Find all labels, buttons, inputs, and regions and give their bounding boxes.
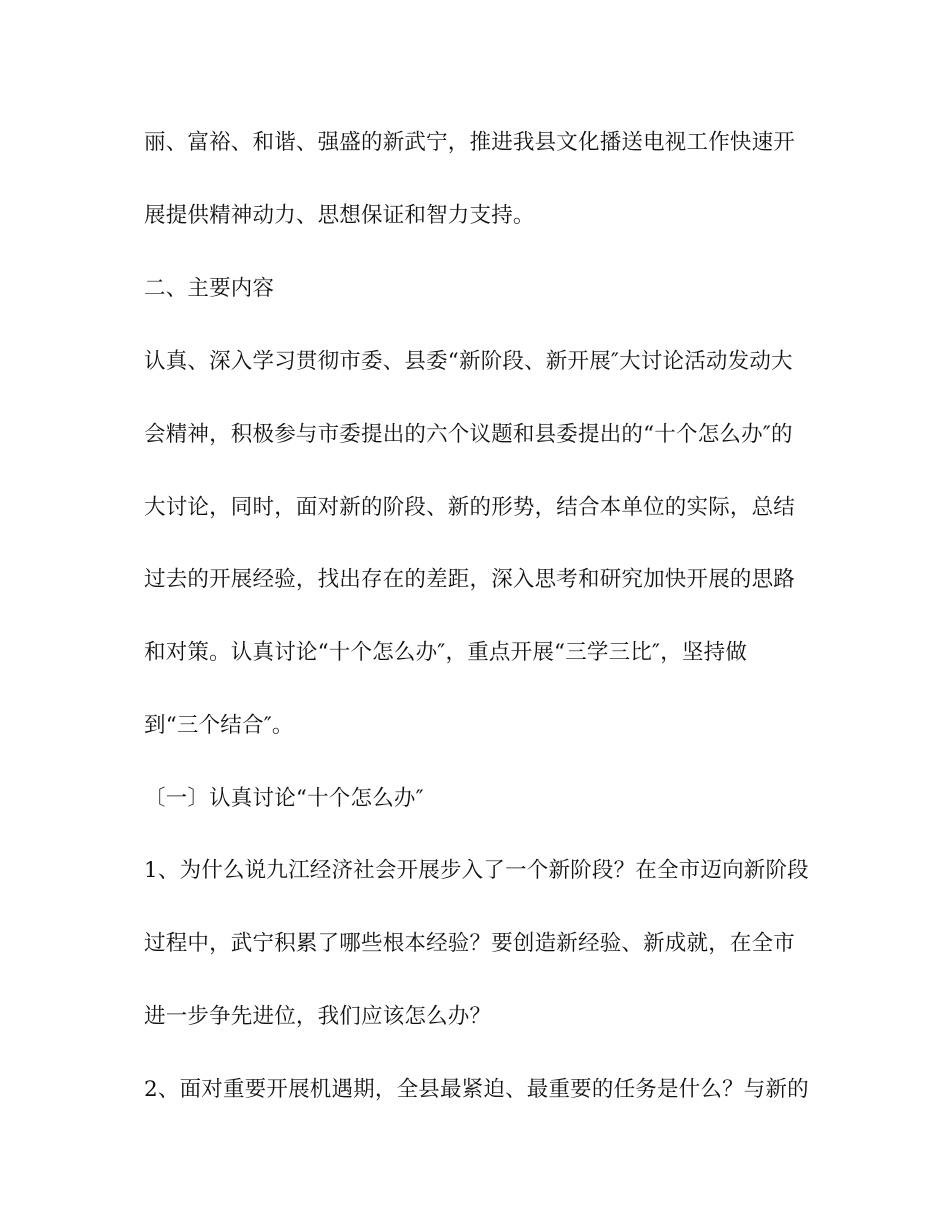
section-heading: 二、主要内容 xyxy=(144,276,275,301)
paragraph-line: 过去的开展经验，找出存在的差距，深入思考和研究加快开展的思路 xyxy=(144,567,796,592)
paragraph-line: 会精神，积极参与市委提出的六个议题和县委提出的“十个怎么办″的 xyxy=(144,422,793,447)
paragraph-line-continuation: 展提供精神动力、思想保证和智力支持。 xyxy=(144,203,535,228)
list-item-line: 进一步争先进位，我们应该怎么办？ xyxy=(144,1004,492,1029)
paragraph-line: 大讨论，同时，面对新的阶段、新的形势，结合本单位的实际，总结 xyxy=(144,495,796,520)
paragraph-line: 认真、深入学习贯彻市委、县委“新阶段、新开展″大讨论活动发动大 xyxy=(144,349,793,374)
paragraph-line: 到“三个结合″。 xyxy=(144,713,294,738)
subsection-heading: 〔一〕认真讨论“十个怎么办″ xyxy=(144,786,424,811)
list-item-line: 1、为什么说九江经济社会开展步入了一个新阶段？在全市迈向新阶段 xyxy=(144,858,809,883)
paragraph-line: 和对策。认真讨论“十个怎么办″，重点开展“三学三比″，坚持做 xyxy=(144,640,748,665)
list-item-line: 过程中，武宁积累了哪些根本经验？要创造新经验、新成就，在全市 xyxy=(144,931,796,956)
list-item-line: 2、面对重要开展机遇期，全县最紧迫、最重要的任务是什么？与新的 xyxy=(144,1077,809,1102)
paragraph-line-continuation: 丽、富裕、和谐、强盛的新武宁，推进我县文化播送电视工作快速开 xyxy=(144,130,796,155)
